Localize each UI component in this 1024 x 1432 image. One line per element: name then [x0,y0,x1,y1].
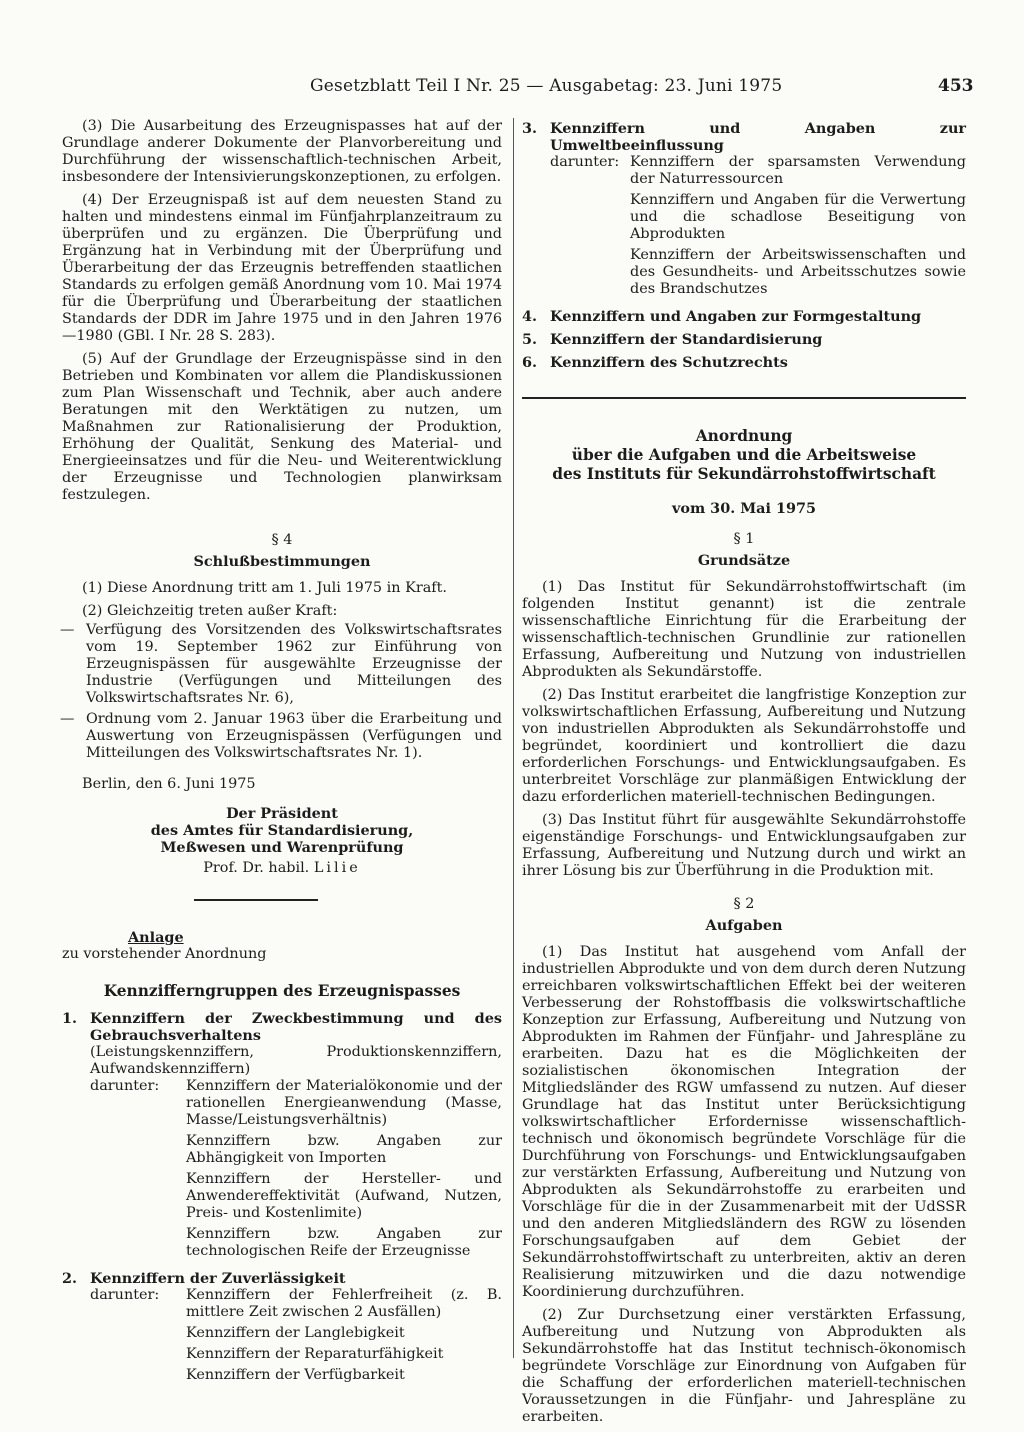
group-title: Kennziffern und Angaben zur Formgestaltung [550,308,922,325]
order-title-1: Anordnung [695,427,793,445]
group-title: Kennziffern der Zweckbestimmung und des Gebrauchsverhaltens [90,1010,502,1044]
signatory-title-1: Der Präsident [226,805,338,822]
darunter-row [550,154,966,302]
group-title: Kennziffern und Angaben zur Umweltbeeinflussung [550,120,966,154]
signatory-name-line [62,860,502,877]
list-item: Kennziffern der Reparaturfähigkeit [186,1346,444,1362]
section-1-paragraph-3: (3) Das Institut führt für ausgewählte Sekundärrohstoffe eigenständige Forschungs- und Entwicklungsaufgaben zur Erfassung, Aufbereitung und Nutzung durch und wirkt an ihrer Lösung bis zur Überführung in die Produktion mit. [522,812,966,879]
list-item: Kennziffern der Hersteller- und Anwendereffektivität (Aufwand, Nutzen, Preis- und Kostenlimite) [186,1171,502,1221]
list-item: Kennziffern bzw. Angaben zur technologischen Reife der Erzeugnisse [186,1226,502,1259]
group-5 [522,331,966,348]
signatory-title-3: Meßwesen und Warenprüfung [160,839,404,856]
group-1 [62,1010,502,1264]
paragraph-5: (5) Auf der Grundlage der Erzeugnispässe sind in den Betrieben und Kombinaten vor allem die Plandiskussionen zum Plan Wissenschaft und Technik, aber auch andere Beratungen mit den Werktätigen zu nutzen, um Maßnahmen zur Rationalisierung der Produktion, Erhöhung der Qualität, Senkung des Material- und Energieeinsatzes und für die Neu- und Weiterentwicklung der Erzeugnisse und Technologien planwirksam festzulegen. [62,351,502,503]
left-column [62,118,502,1394]
section-2-paragraph-1: (1) Das Institut hat ausgehend vom Anfall der industriellen Abprodukte und von dem durch deren Nutzung erreichbaren volkswirtschaftlichen Effekt bei der weiteren Verbesserung der Rohstoffbasis die volkswirtschaftliche Konzeption zur Erfassung, Aufbereitung und Nutzung von Abprodukten im Rahmen der Fünfjahr- und Jahrespläne zu erarbeiten. Dazu hat es die Möglichkeiten der sozialistischen ökonomischen Integration der Mitgliedsländer des RGW umfassend zu nutzen. Auf dieser Grundlage hat das Institut unter Berücksichtigung volkswirtschaftlicher Erfordernisse wissenschaftlich-technisch und ökonomisch begründete Vorschläge für die Durchführung von Forschungs- und Entwicklungsaufgaben zur verstärkten Erfassung, Aufbereitung und Nutzung von Abprodukten als Sekundärrohstoffe zu erarbeiten und Vorschläge für die in der Zusammenarbeit mit der UdSSR und den anderen Mitgliedsländern des RGW zu lösenden Forschungsaufgaben auf dem Gebiet der Sekundärrohstoffwirtschaft zu unterbreiten, aktiv an deren Realisierung mitzuwirken und die dazu notwendige Koordinierung durchzuführen. [522,944,966,1300]
group-title: Kennziffern des Schutzrechts [550,354,788,371]
darunter-list [186,1078,502,1264]
dash-marker: — [60,711,75,727]
section-4-paragraph-1: (1) Diese Anordnung tritt am 1. Juli 1975 in Kraft. [82,580,447,596]
repeal-item-text: Verfügung des Vorsitzenden des Volkswirtschaftsrates vom 19. September 1962 zur Einführung von Erzeugnispässen für ausgewählte Erzeugnisse der Industrie (Verfügungen und Mitteilungen des Volkswirtschaftsrates Nr. 6), [86,622,502,706]
group-number: 6. [522,354,538,371]
paragraph-4: (4) Der Erzeugnispaß ist auf dem neuesten Stand zu halten und mindestens einmal im Fünfjahrplanzeitraum zu überprüfen und zu ergänzen. Die Überprüfung und Ergänzung hat in Verbindung mit der Überprüfung und Überarbeitung der das Erzeugnis betreffenden staatlichen Standards zu erfolgen gemäß Anordnung vom 10. Mai 1974 für die Überprüfung und Überarbeitung der staatlichen Standards der DDR im Jahre 1975 und in den Jahren 1976—1980 (GBl. I Nr. 28 S. 283). [62,192,502,344]
group-4 [522,308,966,325]
group-3 [522,120,966,302]
list-item: Kennziffern der Materialökonomie und der rationellen Energieanwendung (Masse, Masse/Leistungsverhältnis) [186,1078,502,1128]
list-item: Kennziffern der Arbeitswissenschaften und des Gesundheits- und Arbeitsschutzes sowie des Brandschutzes [630,247,966,297]
darunter-row [90,1078,502,1264]
signatory-prefix: Prof. Dr. habil. [203,860,310,876]
section-2-paragraph-2: (2) Zur Durchsetzung einer verstärkten Erfassung, Aufbereitung und Nutzung von Abprodukten als Sekundärrohstoffe hat das Institut technisch-ökonomisch begründete Vorschläge zur Einordnung von Aufgaben für die Schaffung der erforderlichen materiell-technischen Voraussetzungen in die Fünfjahr- und Jahrespläne zu erarbeiten. [522,1307,966,1425]
signatory-title-2: des Amtes für Standardisierung, [150,822,414,839]
group-title: Kennziffern der Standardisierung [550,331,823,348]
repeal-item-text: Ordnung vom 2. Januar 1963 über die Erarbeitung und Auswertung von Erzeugnispässen (Verfügungen und Mitteilungen des Volkswirtschaftsrates Nr. 1). [86,711,502,761]
signatory-name: Lilie [313,860,361,876]
order-title-3: des Instituts für Sekundärrohstoffwirtschaft [552,465,936,483]
darunter-label: darunter: [550,154,620,170]
right-column [522,120,966,1432]
section-1-title: Grundsätze [697,552,791,569]
order-title-2: über die Aufgaben und die Arbeitsweise [571,446,917,464]
group-6 [522,354,966,371]
darunter-row [90,1287,502,1388]
group-parenthetical: (Leistungskennziffern, Produktionskennziffern, Aufwandskennziffern) [90,1044,502,1077]
repeal-item-1 [62,622,502,707]
section-1-paragraph-1: (1) Das Institut für Sekundärrohstoffwirtschaft (im folgenden Institut genannt) ist die zentrale wissenschaftliche Einrichtung für die Erarbeitung der wissenschaftlich-technischen Grundlinie zur rationellen Erfassung, Aufbereitung und Nutzung von industriellen Abprodukten als Sekundärstoffe. [522,579,966,680]
darunter-list [630,154,966,302]
list-item: Kennziffern der Verfügbarkeit [186,1367,405,1383]
paragraph-3: (3) Die Ausarbeitung des Erzeugnispasses hat auf der Grundlage anderer Dokumente der Planvorbereitung und Durchführung der wissenschaftlich-technischen Arbeit, insbesondere der Intensivierungskonzeptionen, zu erfolgen. [62,118,502,185]
group-number: 1. [62,1010,78,1027]
section-2-number: § 2 [733,896,755,912]
section-4-paragraph-2: (2) Gleichzeitig treten außer Kraft: [82,603,338,619]
section-1-paragraph-2: (2) Das Institut erarbeitet die langfristige Konzeption zur volkswirtschaftlichen Erfassung, Aufbereitung und Nutzung von industriellen Abprodukten als Sekundärrohstoffe und begründet, koordiniert und kontrolliert die dazu erforderlichen Forschungs- und Entwicklungsaufgaben. Es unterbreitet Vorschläge zur planmäßigen Entwicklung der dazu erforderlichen materiell-technischen Bedingungen. [522,687,966,805]
group-number: 5. [522,331,538,348]
kennziffern-title: Kennzifferngruppen des Erzeugnispasses [103,982,461,1000]
section-1-number: § 1 [733,531,755,547]
order-date: vom 30. Mai 1975 [671,500,817,517]
repeal-item-2 [62,711,502,762]
anlage-title: Anlage [128,929,184,946]
anlage-subtitle: zu vorstehender Anordnung [62,946,267,962]
list-item: Kennziffern der Langlebigkeit [186,1325,405,1341]
darunter-label: darunter: [90,1078,160,1094]
list-item: Kennziffern bzw. Angaben zur Abhängigkeit von Importen [186,1133,502,1166]
darunter-list [186,1287,502,1388]
group-number: 2. [62,1270,78,1287]
dash-marker: — [60,622,75,638]
list-item: Kennziffern der Fehlerfreiheit (z. B. mittlere Zeit zwischen 2 Ausfällen) [186,1287,502,1320]
place-date: Berlin, den 6. Juni 1975 [82,776,256,792]
darunter-label: darunter: [90,1287,160,1303]
page-number: 453 [938,76,974,96]
list-item: Kennziffern der sparsamsten Verwendung der Naturressourcen [630,154,966,187]
page-header: Gesetzblatt Teil I Nr. 25 — Ausgabetag: 23. Juni 1975 [310,76,783,96]
group-title: Kennziffern der Zuverlässigkeit [90,1270,346,1287]
list-item: Kennziffern und Angaben für die Verwertung und die schadlose Beseitigung von Abprodukten [630,192,966,242]
group-2 [62,1270,502,1388]
section-4-number: § 4 [271,532,293,548]
section-2-title: Aufgaben [705,917,783,934]
group-number: 4. [522,308,538,325]
group-number: 3. [522,120,538,137]
column-divider [513,118,514,1358]
section-4-title: Schlußbestimmungen [193,553,371,570]
